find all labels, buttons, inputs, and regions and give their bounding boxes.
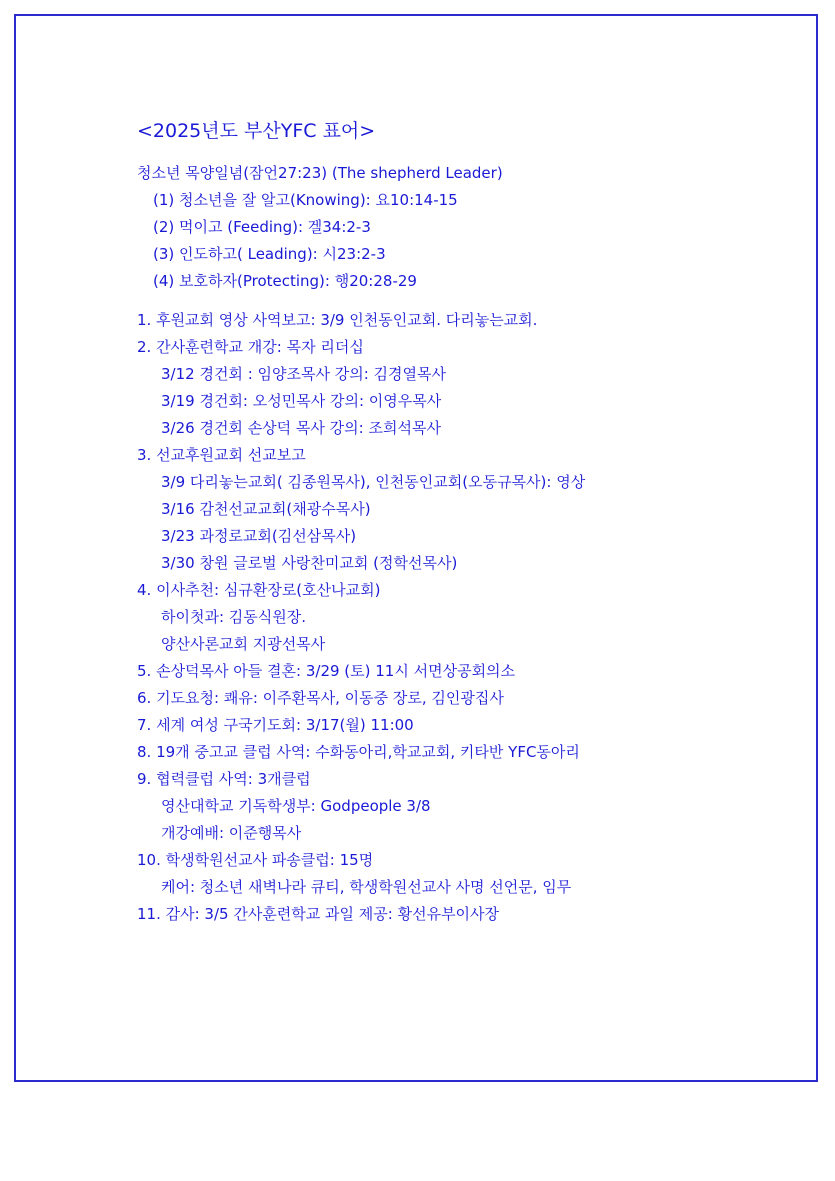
list-subitem: 3/30 창원 글로벌 사랑찬미교회 (정학선목사) <box>161 554 458 572</box>
list-item: 3. 선교후원교회 선교보고 <box>137 446 306 464</box>
list-item: 2. 간사훈련학교 개강: 목자 리더십 <box>137 338 364 356</box>
list-item: 9. 협력클럽 사역: 3개클럽 <box>137 770 311 788</box>
motto-point: (1) 청소년을 잘 알고(Knowing): 요10:14-15 <box>153 191 458 209</box>
list-subitem: 3/12 경건회 : 임양조목사 강의: 김경열목사 <box>161 365 446 383</box>
list-subitem: 개강예배: 이준행목사 <box>161 824 302 842</box>
list-item: 10. 학생학원선교사 파송클럽: 15명 <box>137 851 374 869</box>
list-item: 8. 19개 중고교 클럽 사역: 수화동아리,학교교회, 키타반 YFC동아리 <box>137 743 580 761</box>
motto-point: (3) 인도하고( Leading): 시23:2-3 <box>153 245 386 263</box>
list-subitem: 3/16 감천선교교회(채광수목사) <box>161 500 371 518</box>
motto-point: (4) 보호하자(Protecting): 행20:28-29 <box>153 272 417 290</box>
document-body <box>137 118 777 928</box>
list-subitem: 3/9 다리놓는교회( 김종원목사), 인천동인교회(오동규목사): 영상 <box>161 473 586 491</box>
list-subitem: 케어: 청소년 새벽나라 큐티, 학생학원선교사 사명 선언문, 임무 <box>161 878 572 896</box>
list-item: 11. 감사: 3/5 간사훈련학교 과일 제공: 황선유부이사장 <box>137 905 500 923</box>
section-gap <box>137 295 777 307</box>
list-item: 4. 이사추천: 심규환장로(호산나교회) <box>137 581 381 599</box>
list-subitem: 하이첫과: 김동식원장. <box>161 608 307 626</box>
list-subitem: 영산대학교 기독학생부: Godpeople 3/8 <box>161 797 431 815</box>
list-subitem: 3/26 경건회 손상덕 목사 강의: 조희석목사 <box>161 419 441 437</box>
list-item: 1. 후원교회 영상 사역보고: 3/9 인천동인교회. 다리놓는교회. <box>137 311 538 329</box>
motto-point: (2) 먹이고 (Feeding): 겔34:2-3 <box>153 218 371 236</box>
list-subitem: 3/23 과정로교회(김선삼목사) <box>161 527 357 545</box>
document-title: <2025년도 부산YFC 표어> <box>137 120 376 142</box>
list-item: 7. 세계 여성 구국기도회: 3/17(월) 11:00 <box>137 716 414 734</box>
list-subitem: 양산사론교회 지광선목사 <box>161 635 326 653</box>
list-item: 6. 기도요청: 쾌유: 이주환목사, 이동중 장로, 김인광집사 <box>137 689 504 707</box>
list-subitem: 3/19 경건회: 오성민목사 강의: 이영우목사 <box>161 392 442 410</box>
motto-heading: 청소년 목양일념(잠언27:23) (The shepherd Leader) <box>137 164 503 182</box>
list-item: 5. 손상덕목사 아들 결혼: 3/29 (토) 11시 서면상공회의소 <box>137 662 516 680</box>
